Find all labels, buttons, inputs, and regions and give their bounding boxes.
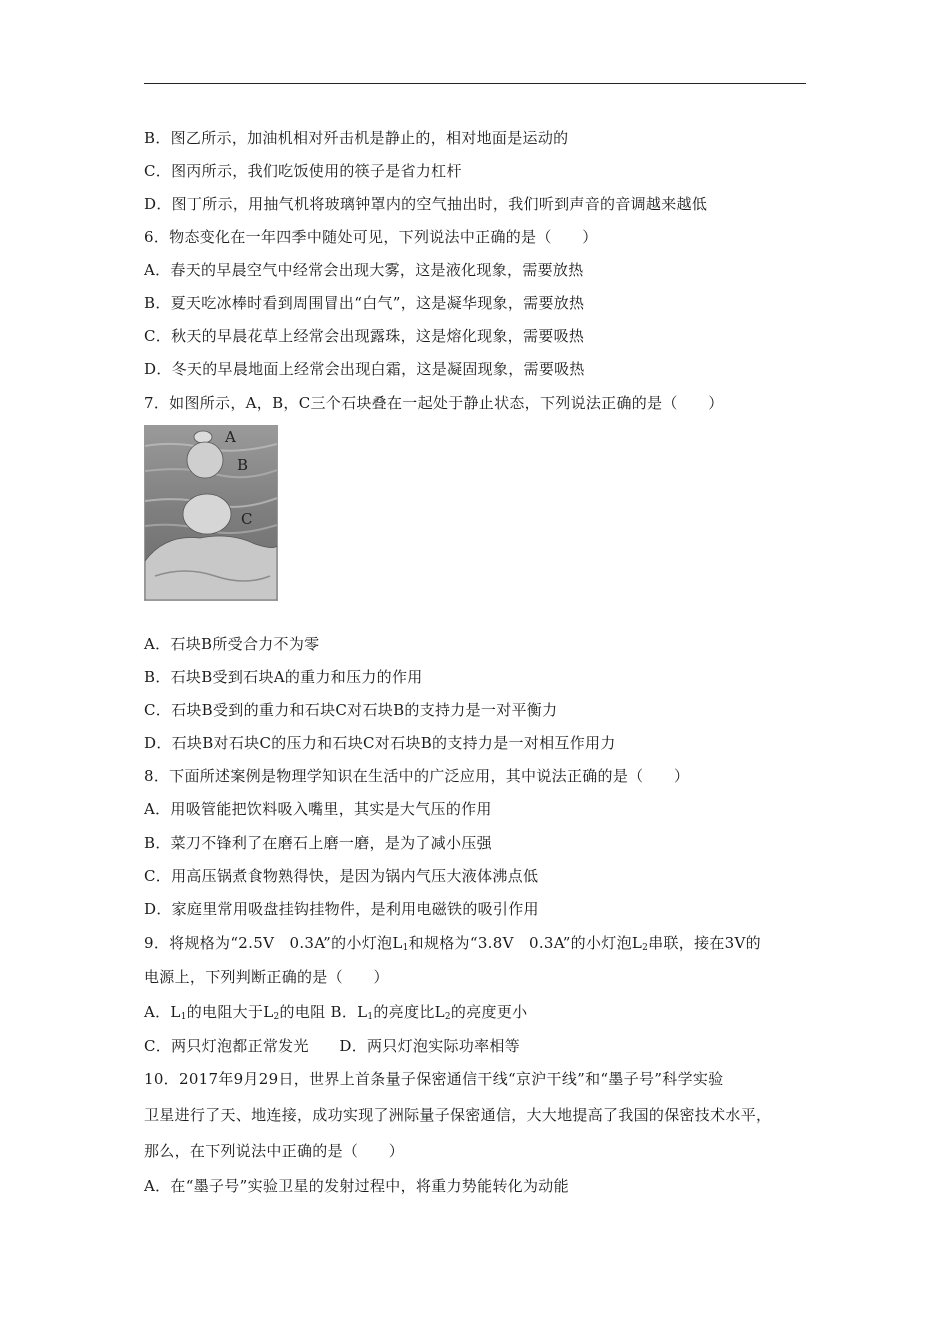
figure-label-a: A <box>225 428 236 446</box>
q6-option-b: B．夏天吃冰棒时看到周围冒出“白气”，这是凝华现象，需要放热 <box>144 294 585 312</box>
q9-text-part: 的电阻大于L <box>186 1003 274 1021</box>
q9-options-cd: C．两只灯泡都正常发光 D．两只灯泡实际功率相等 <box>144 1037 521 1055</box>
q6-option-c: C．秋天的早晨花草上经常会出现露珠，这是熔化现象，需要吸热 <box>144 327 585 345</box>
q9-text-part: 串联，接在3V的 <box>648 934 761 952</box>
q9-options-ab <box>144 1002 527 1027</box>
subscript: 1 <box>367 1012 374 1022</box>
q5-option-b: B．图乙所示，加油机相对歼击机是静止的，相对地面是运动的 <box>144 129 569 147</box>
figure-label-b: B <box>237 456 249 474</box>
subscript: 2 <box>642 943 649 953</box>
subscript: 2 <box>444 1012 451 1022</box>
q7-option-d: D．石块B对石块C的压力和石块C对石块B的支持力是一对相互作用力 <box>144 734 616 752</box>
figure-label-c: C <box>241 510 253 528</box>
q8-stem: 8．下面所述案例是物理学知识在生活中的广泛应用，其中说法正确的是（ ） <box>144 767 690 785</box>
q5-option-d: D．图丁所示，用抽气机将玻璃钟罩内的空气抽出时，我们听到声音的音调越来越低 <box>144 195 708 213</box>
q9-text-part: 9．将规格为“2.5V 0.3A”的小灯泡L <box>144 934 403 952</box>
subscript: 1 <box>402 943 409 953</box>
q7-option-b: B．石块B受到石块A的重力和压力的作用 <box>144 668 423 686</box>
q7-stem: 7．如图所示，A，B，C三个石块叠在一起处于静止状态，下列说法正确的是（ ） <box>144 394 724 412</box>
q7-option-c: C．石块B受到的重力和石块C对石块B的支持力是一对平衡力 <box>144 701 558 719</box>
q9-text-part: 的亮度比L <box>373 1003 445 1021</box>
header-rule <box>144 83 806 84</box>
q9-text-part: 和规格为“3.8V 0.3A”的小灯泡L <box>408 934 643 952</box>
q9-stem-line2: 电源上，下列判断正确的是（ ） <box>144 968 389 986</box>
q6-option-a: A．春天的早晨空气中经常会出现大雾，这是液化现象，需要放热 <box>144 261 584 279</box>
q10-stem-line2: 卫星进行了天、地连接，成功实现了洲际量子保密通信，大大地提高了我国的保密技术水平， <box>144 1106 772 1124</box>
q6-option-d: D．冬天的早晨地面上经常会出现白霜，这是凝固现象，需要吸热 <box>144 360 585 378</box>
q7-option-a: A．石块B所受合力不为零 <box>144 635 320 653</box>
subscript: 1 <box>180 1012 187 1022</box>
q8-option-b: B．菜刀不锋利了在磨石上磨一磨，是为了减小压强 <box>144 834 492 852</box>
q9-text-part: 的电阻 B．L <box>279 1003 368 1021</box>
q8-option-a: A．用吸管能把饮料吸入嘴里，其实是大气压的作用 <box>144 800 492 818</box>
q10-option-a: A．在“墨子号”实验卫星的发射过程中，将重力势能转化为动能 <box>144 1177 569 1195</box>
q5-option-c: C．图丙所示，我们吃饭使用的筷子是省力杠杆 <box>144 162 462 180</box>
q10-stem-line1: 10．2017年9月29日，世界上首条量子保密通信干线“京沪干线”和“墨子号”科学实验 <box>144 1070 724 1088</box>
q9-text-part: 的亮度更小 <box>450 1003 528 1021</box>
q9-stem-line1 <box>144 933 761 958</box>
stacked-stones-photo <box>144 425 278 601</box>
q6-stem: 6．物态变化在一年四季中随处可见，下列说法中正确的是（ ） <box>144 228 598 246</box>
q8-option-c: C．用高压锅煮食物熟得快，是因为锅内气压大液体沸点低 <box>144 867 539 885</box>
q8-option-d: D．家庭里常用吸盘挂钩挂物件，是利用电磁铁的吸引作用 <box>144 900 539 918</box>
q10-stem-line3: 那么，在下列说法中正确的是（ ） <box>144 1142 405 1160</box>
subscript: 2 <box>273 1012 280 1022</box>
q9-text-part: A．L <box>144 1003 181 1021</box>
